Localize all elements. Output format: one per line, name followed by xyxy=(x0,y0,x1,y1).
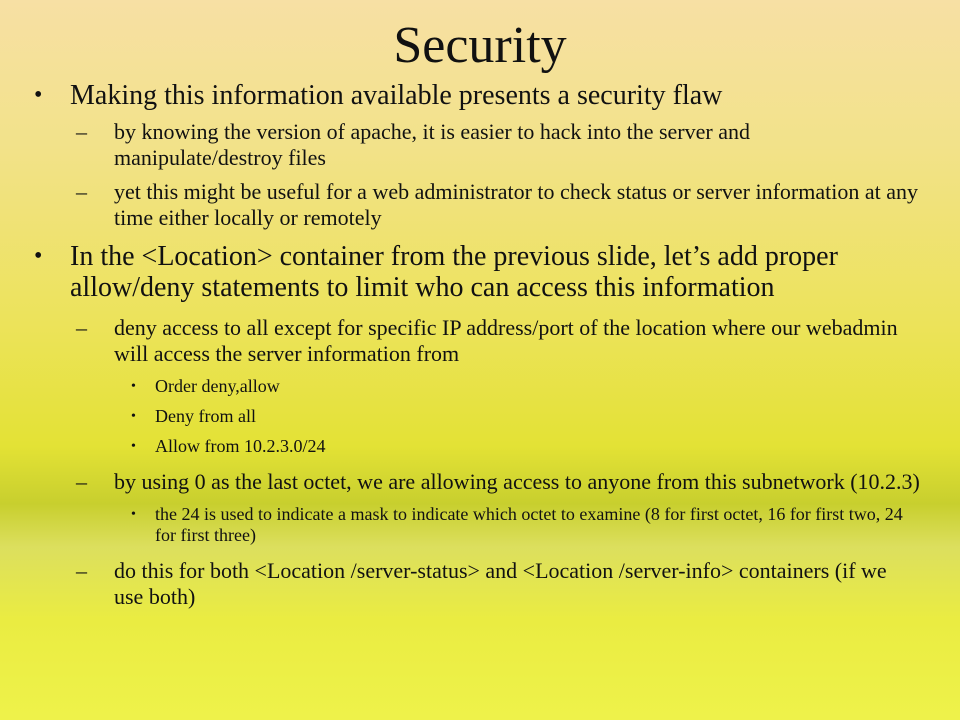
dash-icon: – xyxy=(76,179,87,204)
sub-sub-bullet-item xyxy=(30,436,920,457)
sub-sub-bullet-item xyxy=(30,504,920,546)
sub-bullet-text: yet this might be useful for a web administrator to check status or server information at any time either locally or remotely xyxy=(114,179,918,230)
sub-bullet-item xyxy=(30,469,920,495)
sub-bullet-text: by using 0 as the last octet, we are allowing access to anyone from this subnetwork (10.2.3) xyxy=(114,469,920,494)
sub-bullet-item xyxy=(30,119,920,171)
bullet-item xyxy=(30,241,920,303)
sub-bullet-item xyxy=(30,179,920,231)
sub-bullet-text: by knowing the version of apache, it is easier to hack into the server and manipulate/destroy files xyxy=(114,119,750,170)
sub-bullet-item xyxy=(30,558,920,610)
dash-icon: – xyxy=(76,558,87,583)
slide-title: Security xyxy=(393,17,567,74)
sub-sub-bullet-text: Order deny,allow xyxy=(155,376,280,396)
dash-icon: – xyxy=(76,315,87,340)
sub-bullet-text: do this for both <Location /server-status> and <Location /server-info> containers (if we use both) xyxy=(114,558,887,609)
bullet-text: In the <Location> container from the previous slide, let’s add proper allow/deny statements to limit who can access this information xyxy=(70,241,838,303)
bullet-text: Making this information available presents a security flaw xyxy=(70,80,723,111)
bullet-icon: • xyxy=(131,439,136,454)
dash-icon: – xyxy=(76,119,87,144)
sub-sub-bullet-item xyxy=(30,406,920,427)
bullet-list xyxy=(30,74,920,610)
bullet-icon: • xyxy=(131,409,136,424)
sub-bullet-item xyxy=(30,315,920,367)
dash-icon: – xyxy=(76,469,87,494)
sub-sub-bullet-text: the 24 is used to indicate a mask to indicate which octet to examine (8 for first octet, 16 for first two, 24 for first three) xyxy=(155,504,903,545)
sub-sub-bullet-text: Deny from all xyxy=(155,406,256,426)
sub-bullet-text: deny access to all except for specific IP address/port of the location where our webadmin will access the server information from xyxy=(114,315,898,366)
bullet-icon: • xyxy=(131,379,136,394)
sub-sub-bullet-text: Allow from 10.2.3.0/24 xyxy=(155,436,326,456)
bullet-icon: • xyxy=(34,82,43,108)
sub-sub-bullet-item xyxy=(30,376,920,397)
bullet-icon: • xyxy=(34,243,43,269)
bullet-item xyxy=(30,80,920,111)
bullet-icon: • xyxy=(131,507,136,522)
